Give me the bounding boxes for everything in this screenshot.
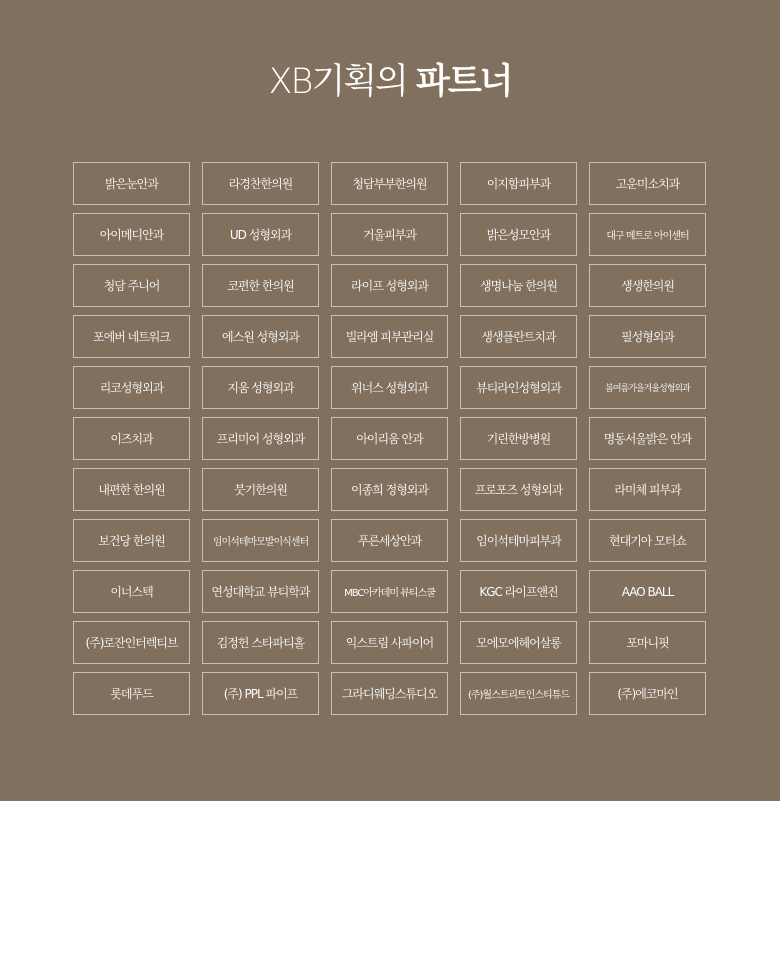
- partner-item[interactable]: 이즈치과: [73, 417, 190, 460]
- partner-item[interactable]: 포에버 네트워크: [73, 315, 190, 358]
- partner-item[interactable]: 프리미어 성형외과: [202, 417, 319, 460]
- partner-item[interactable]: 아이메디안과: [73, 213, 190, 256]
- partner-item[interactable]: 에스원 성형외과: [202, 315, 319, 358]
- partner-item[interactable]: 포마니핏: [589, 621, 706, 664]
- partner-item[interactable]: 봄여름가을겨울성형외과: [589, 366, 706, 409]
- partner-item[interactable]: 기린한방병원: [460, 417, 577, 460]
- partner-item[interactable]: 코편한 한의원: [202, 264, 319, 307]
- partner-item[interactable]: 뷰티라인성형외과: [460, 366, 577, 409]
- partner-item[interactable]: MBC아카데미 뷰티스쿨: [331, 570, 448, 613]
- partner-item[interactable]: 생명나눔 한의원: [460, 264, 577, 307]
- partner-item[interactable]: 그라디웨딩스튜디오: [331, 672, 448, 715]
- section-title: [0, 58, 780, 106]
- partner-item[interactable]: 라이프 성형외과: [331, 264, 448, 307]
- partner-item[interactable]: 청담부부한의원: [331, 162, 448, 205]
- partner-item[interactable]: 보건당 한의원: [73, 519, 190, 562]
- partner-item[interactable]: 임이석테마모발이식센터: [202, 519, 319, 562]
- partner-item[interactable]: 리코성형외과: [73, 366, 190, 409]
- partner-item[interactable]: 라미체 피부과: [589, 468, 706, 511]
- partner-item[interactable]: 붓기한의원: [202, 468, 319, 511]
- partner-item[interactable]: 빌라엠 피부관리실: [331, 315, 448, 358]
- partner-item[interactable]: KGC 라이프앤진: [460, 570, 577, 613]
- partner-item[interactable]: 고운미소치과: [589, 162, 706, 205]
- partner-item[interactable]: 이종희 정형외과: [331, 468, 448, 511]
- partner-item[interactable]: 이너스텍: [73, 570, 190, 613]
- partner-item[interactable]: 대구 메트로 아이센터: [589, 213, 706, 256]
- title-light: XB기획의: [268, 62, 407, 102]
- partner-item[interactable]: 익스트림 사파이어: [331, 621, 448, 664]
- partner-item[interactable]: (주)로잔인터렉티브: [73, 621, 190, 664]
- partner-item[interactable]: (주)월스트리트인스티튜드: [460, 672, 577, 715]
- partner-item[interactable]: 임이석테마피부과: [460, 519, 577, 562]
- partner-item[interactable]: 아이리움 안과: [331, 417, 448, 460]
- partner-item[interactable]: UD 성형외과: [202, 213, 319, 256]
- partner-item[interactable]: 롯데푸드: [73, 672, 190, 715]
- partner-item[interactable]: 거울피부과: [331, 213, 448, 256]
- partner-item[interactable]: 현대기아 모터쇼: [589, 519, 706, 562]
- partner-item[interactable]: (주)에코마인: [589, 672, 706, 715]
- partner-item[interactable]: 지움 성형외과: [202, 366, 319, 409]
- partner-item[interactable]: 모에모에헤어살롱: [460, 621, 577, 664]
- partner-item[interactable]: 푸른세상안과: [331, 519, 448, 562]
- partner-item[interactable]: 연성대학교 뷰티학과: [202, 570, 319, 613]
- partner-item[interactable]: (주) PPL 파이프: [202, 672, 319, 715]
- partner-item[interactable]: AAO BALL: [589, 570, 706, 613]
- partner-item[interactable]: 생생플란트치과: [460, 315, 577, 358]
- partner-item[interactable]: 내편한 한의원: [73, 468, 190, 511]
- partner-item[interactable]: 이지함피부과: [460, 162, 577, 205]
- partner-item[interactable]: 필성형외과: [589, 315, 706, 358]
- partner-item[interactable]: 프로포즈 성형외과: [460, 468, 577, 511]
- title-bold: 파트너: [416, 62, 512, 102]
- partner-item[interactable]: 명동서울밝은 안과: [589, 417, 706, 460]
- partner-item[interactable]: 위너스 성형외과: [331, 366, 448, 409]
- partner-item[interactable]: 라경찬한의원: [202, 162, 319, 205]
- partner-item[interactable]: 밝은성모안과: [460, 213, 577, 256]
- partner-grid: [73, 162, 706, 715]
- partner-item[interactable]: 청담 주니어: [73, 264, 190, 307]
- blank-footer-area: [0, 801, 780, 955]
- partner-item[interactable]: 밝은눈안과: [73, 162, 190, 205]
- partner-item[interactable]: 김정헌 스타파티홀: [202, 621, 319, 664]
- partner-item[interactable]: 생생한의원: [589, 264, 706, 307]
